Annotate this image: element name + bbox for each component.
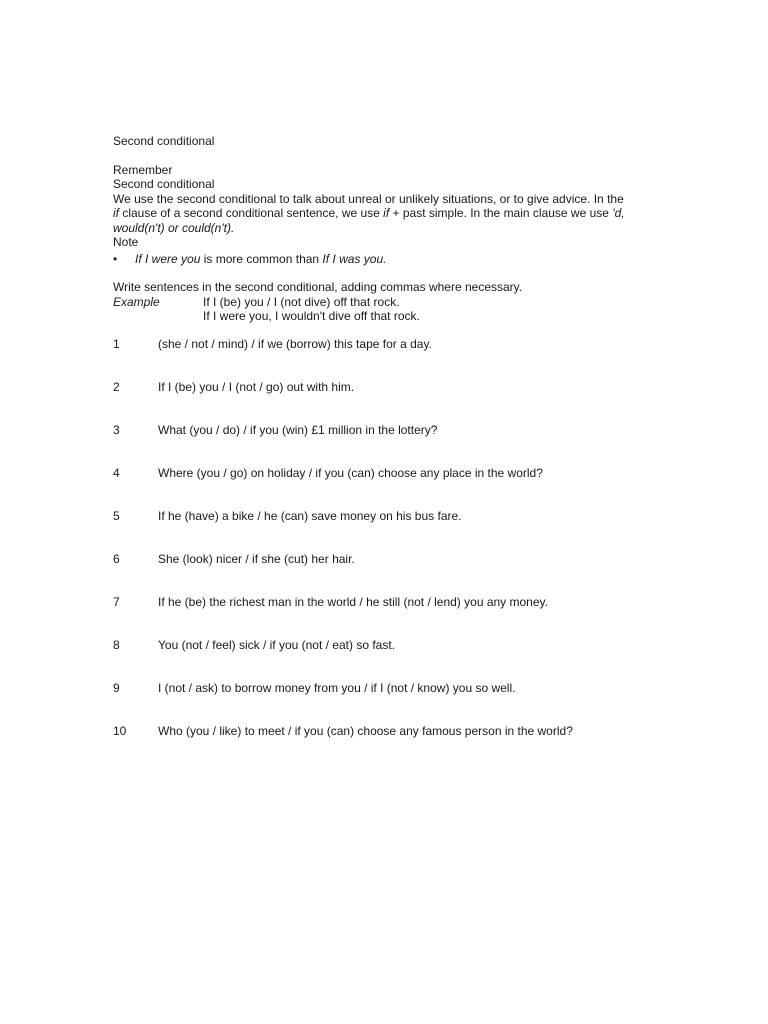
question-row — [113, 509, 462, 524]
question-row — [113, 423, 437, 438]
question-row — [113, 724, 573, 739]
question-row — [113, 638, 395, 653]
example-answer: If I were you, I wouldn't dive off that rock. — [203, 309, 420, 323]
question-text: Where (you / go) on holiday / if you (can) choose any place in the world? — [158, 466, 543, 480]
question-number: 7 — [113, 595, 120, 609]
note-label: Note — [113, 235, 139, 249]
question-row — [113, 552, 355, 567]
remember-subheading: Second conditional — [113, 177, 215, 191]
question-text: (she / not / mind) / if we (borrow) this tape for a day. — [158, 337, 432, 351]
bullet-icon: • — [113, 251, 118, 266]
question-row — [113, 337, 432, 352]
question-text: You (not / feel) sick / if you (not / eat) so fast. — [158, 638, 395, 652]
question-number: 4 — [113, 466, 120, 480]
remember-heading: Remember — [113, 162, 173, 177]
explanation-line-1: We use the second conditional to talk about unreal or unlikely situations, or to give advice. In the — [113, 191, 624, 206]
question-text: If he (be) the richest man in the world / he still (not / lend) you any money. — [158, 595, 548, 609]
question-number: 9 — [113, 681, 120, 695]
instructions: Write sentences in the second conditional, adding commas where necessary. — [113, 280, 523, 294]
question-text: I (not / ask) to borrow money from you / if I (not / know) you so well. — [158, 681, 516, 695]
question-row — [113, 466, 543, 481]
if-term: if — [113, 206, 119, 220]
question-number: 1 — [113, 337, 120, 351]
question-text: She (look) nicer / if she (cut) her hair. — [158, 552, 355, 566]
question-number: 5 — [113, 509, 120, 523]
explanation-text: clause of a second conditional sentence, we use — [119, 206, 384, 220]
note-phrase-1: If I were you — [135, 251, 201, 266]
question-number: 10 — [113, 724, 127, 738]
note-text: is more common than — [200, 251, 323, 266]
question-text: If I (be) you / I (not / go) out with him. — [158, 380, 355, 394]
question-text: If he (have) a bike / he (can) save money on his bus fare. — [158, 509, 462, 523]
question-number: 3 — [113, 423, 120, 437]
question-text: What (you / do) / if you (win) £1 million in the lottery? — [158, 423, 438, 437]
modal-terms: 'd, — [612, 206, 625, 220]
example-label: Example — [113, 294, 160, 309]
explanation-text-2: + past simple. In the main clause we use — [389, 206, 613, 220]
modal-terms-2: would(n't) or could(n't). — [113, 220, 235, 235]
question-row — [113, 681, 515, 696]
worksheet — [113, 134, 653, 324]
explanation-line-3 — [113, 221, 653, 236]
note-bullet-item — [113, 252, 653, 267]
question-text: Who (you / like) to meet / if you (can) choose any famous person in the world? — [158, 724, 573, 738]
example-prompt: If I (be) you / I (not dive) off that rock. — [203, 294, 400, 309]
page-title: Second conditional — [113, 134, 215, 148]
question-number: 2 — [113, 380, 120, 394]
example-row — [113, 295, 653, 324]
explanation-line-2 — [113, 206, 653, 221]
question-number: 6 — [113, 552, 120, 566]
question-row — [113, 380, 354, 395]
question-number: 8 — [113, 638, 120, 652]
note-phrase-2: If I was you. — [322, 251, 387, 266]
question-row — [113, 595, 548, 610]
if-term-2: if — [383, 206, 390, 220]
